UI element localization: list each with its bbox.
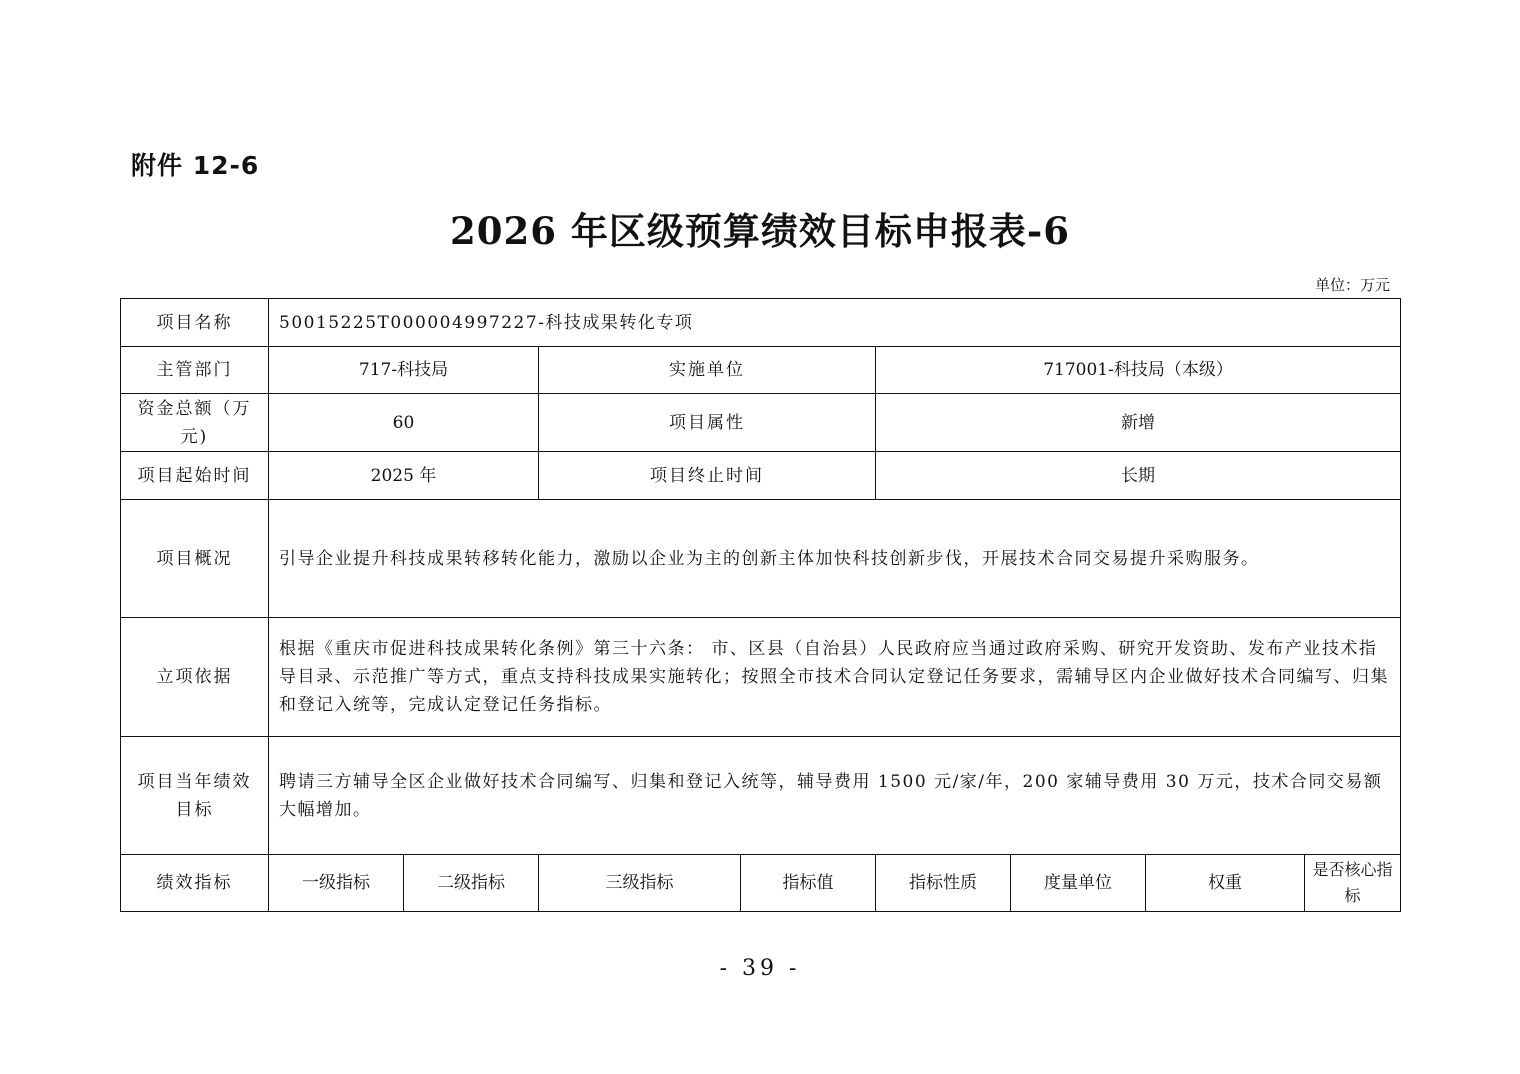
dept-label: 主管部门: [121, 347, 269, 394]
dept-value: 717-科技局: [269, 347, 539, 394]
overview-value: 引导企业提升科技成果转移转化能力，激励以企业为主的创新主体加快科技创新步伐，开展技术合同交易提升采购服务。: [269, 500, 1401, 618]
row-funds: [121, 394, 1401, 452]
budget-target-table: [120, 298, 1401, 912]
unit-note: 单位：万元: [1314, 276, 1390, 294]
indicator-label: 绩效指标: [121, 855, 269, 912]
row-goal: [121, 737, 1401, 855]
document-title: 2026 年区级预算绩效目标申报表-6: [450, 209, 1070, 253]
basis-value: 根据《重庆市促进科技成果转化条例》第三十六条： 市、区县（自治县）人民政府应当通过政府采购、研究开发资助、发布产业技术指导目录、示范推广等方式，重点支持科技成果实施转化；按照全市技术合同认定登记任务要求，需辅导区内企业做好技术合同编写、归集和登记入统等，完成认定登记任务指标。: [269, 618, 1401, 737]
row-basis: [121, 618, 1401, 737]
goal-value: 聘请三方辅导全区企业做好技术合同编写、归集和登记入统等，辅导费用 1500 元/家/年，200 家辅导费用 30 万元，技术合同交易额大幅增加。: [269, 737, 1401, 855]
end-value: 长期: [876, 452, 1401, 500]
page-number: - 39 -: [719, 956, 801, 981]
funds-value: 60: [269, 394, 539, 452]
indicator-header-weight: 权重: [1146, 855, 1305, 912]
start-value: 2025 年: [269, 452, 539, 500]
indicator-header-level1: 一级指标: [269, 855, 404, 912]
indicator-header-level2: 二级指标: [404, 855, 539, 912]
end-label: 项目终止时间: [539, 452, 876, 500]
row-period: [121, 452, 1401, 500]
attachment-label: 附件 12-6: [131, 151, 260, 180]
indicator-header-value: 指标值: [741, 855, 876, 912]
indicator-header-nature: 指标性质: [876, 855, 1011, 912]
project-name-value: 50015225T000004997227-科技成果转化专项: [269, 299, 1401, 347]
row-department: [121, 347, 1401, 394]
goal-label: 项目当年绩效目标: [121, 737, 269, 855]
attr-value: 新增: [876, 394, 1401, 452]
basis-label: 立项依据: [121, 618, 269, 737]
project-name-label: 项目名称: [121, 299, 269, 347]
funds-label: 资金总额（万元): [121, 394, 269, 452]
indicator-header-unit: 度量单位: [1011, 855, 1146, 912]
impl-label: 实施单位: [539, 347, 876, 394]
row-project-name: [121, 299, 1401, 347]
row-overview: [121, 500, 1401, 618]
impl-value: 717001-科技局（本级）: [876, 347, 1401, 394]
attr-label: 项目属性: [539, 394, 876, 452]
overview-label: 项目概况: [121, 500, 269, 618]
start-label: 项目起始时间: [121, 452, 269, 500]
row-indicator-headers: [121, 855, 1401, 912]
indicator-header-level3: 三级指标: [539, 855, 741, 912]
indicator-header-core: 是否核心指标: [1305, 855, 1401, 912]
